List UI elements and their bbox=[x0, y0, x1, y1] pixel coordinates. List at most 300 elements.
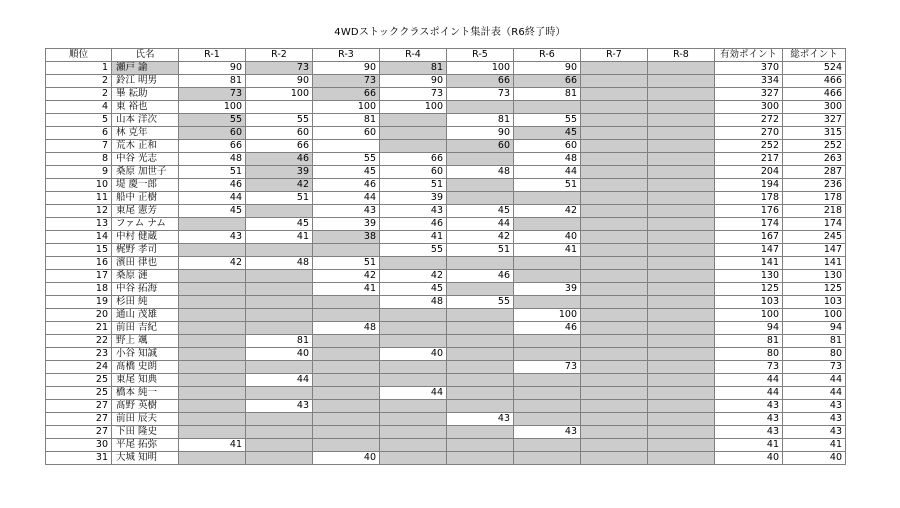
cell-r7 bbox=[581, 88, 648, 101]
cell-name: 前田 吉紀 bbox=[112, 322, 179, 335]
cell-valid-points: 204 bbox=[715, 166, 783, 179]
cell-valid-points: 147 bbox=[715, 244, 783, 257]
cell-r2: 55 bbox=[246, 114, 313, 127]
cell-r8 bbox=[648, 75, 715, 88]
cell-r1 bbox=[179, 400, 246, 413]
cell-r4 bbox=[380, 127, 447, 140]
cell-total-points: 174 bbox=[783, 218, 846, 231]
cell-valid-points: 94 bbox=[715, 322, 783, 335]
cell-total-points: 263 bbox=[783, 153, 846, 166]
cell-r8 bbox=[648, 426, 715, 439]
cell-r2 bbox=[246, 426, 313, 439]
table-row bbox=[46, 127, 846, 140]
cell-r3: 43 bbox=[313, 205, 380, 218]
cell-r2: 46 bbox=[246, 153, 313, 166]
cell-r8 bbox=[648, 192, 715, 205]
cell-r8 bbox=[648, 166, 715, 179]
cell-r8 bbox=[648, 309, 715, 322]
cell-total-points: 466 bbox=[783, 88, 846, 101]
sheet-title: 4WDストッククラスポイント集計表（R6終了時） bbox=[334, 27, 566, 38]
cell-r7 bbox=[581, 205, 648, 218]
cell-r4 bbox=[380, 426, 447, 439]
cell-r2 bbox=[246, 244, 313, 257]
cell-total-points: 245 bbox=[783, 231, 846, 244]
cell-r3: 45 bbox=[313, 166, 380, 179]
cell-r7 bbox=[581, 296, 648, 309]
cell-r4: 60 bbox=[380, 166, 447, 179]
cell-r2: 43 bbox=[246, 400, 313, 413]
cell-valid-points: 327 bbox=[715, 88, 783, 101]
cell-r1 bbox=[179, 283, 246, 296]
cell-valid-points: 40 bbox=[715, 452, 783, 465]
cell-r2 bbox=[246, 439, 313, 452]
cell-r4: 40 bbox=[380, 348, 447, 361]
cell-rank: 13 bbox=[46, 218, 112, 231]
cell-r1: 60 bbox=[179, 127, 246, 140]
cell-r8 bbox=[648, 361, 715, 374]
cell-r4 bbox=[380, 335, 447, 348]
table-row bbox=[46, 140, 846, 153]
cell-r8 bbox=[648, 62, 715, 75]
table-row bbox=[46, 244, 846, 257]
cell-rank: 14 bbox=[46, 231, 112, 244]
cell-r6: 43 bbox=[514, 426, 581, 439]
cell-r1: 44 bbox=[179, 192, 246, 205]
table-row bbox=[46, 335, 846, 348]
cell-r2: 90 bbox=[246, 75, 313, 88]
cell-r1 bbox=[179, 426, 246, 439]
cell-r7 bbox=[581, 361, 648, 374]
header-r6: R-6 bbox=[514, 49, 581, 62]
cell-total-points: 218 bbox=[783, 205, 846, 218]
cell-r8 bbox=[648, 218, 715, 231]
cell-rank: 31 bbox=[46, 452, 112, 465]
cell-r8 bbox=[648, 270, 715, 283]
cell-r8 bbox=[648, 348, 715, 361]
cell-rank: 24 bbox=[46, 361, 112, 374]
table-row bbox=[46, 257, 846, 270]
cell-rank: 25 bbox=[46, 374, 112, 387]
cell-r8 bbox=[648, 153, 715, 166]
header-r5: R-5 bbox=[447, 49, 514, 62]
cell-r8 bbox=[648, 322, 715, 335]
cell-r1: 41 bbox=[179, 439, 246, 452]
cell-r5 bbox=[447, 335, 514, 348]
header-valid-points: 有効ポイント bbox=[715, 49, 783, 62]
cell-r3 bbox=[313, 439, 380, 452]
cell-r1: 51 bbox=[179, 166, 246, 179]
cell-r4: 44 bbox=[380, 387, 447, 400]
cell-r3: 39 bbox=[313, 218, 380, 231]
cell-rank: 2 bbox=[46, 75, 112, 88]
cell-r5: 55 bbox=[447, 296, 514, 309]
cell-valid-points: 43 bbox=[715, 400, 783, 413]
cell-r5: 42 bbox=[447, 231, 514, 244]
cell-r7 bbox=[581, 244, 648, 257]
cell-name: 瀬戸 諭 bbox=[112, 62, 179, 75]
cell-r2: 42 bbox=[246, 179, 313, 192]
cell-r1: 45 bbox=[179, 205, 246, 218]
cell-r8 bbox=[648, 179, 715, 192]
cell-total-points: 44 bbox=[783, 387, 846, 400]
cell-r4: 81 bbox=[380, 62, 447, 75]
cell-name: 林 克年 bbox=[112, 127, 179, 140]
cell-r3: 46 bbox=[313, 179, 380, 192]
cell-valid-points: 176 bbox=[715, 205, 783, 218]
table-row bbox=[46, 218, 846, 231]
cell-r3: 41 bbox=[313, 283, 380, 296]
cell-rank: 5 bbox=[46, 114, 112, 127]
cell-r5 bbox=[447, 179, 514, 192]
cell-r3: 60 bbox=[313, 127, 380, 140]
cell-r6 bbox=[514, 192, 581, 205]
cell-r1: 46 bbox=[179, 179, 246, 192]
cell-r1: 73 bbox=[179, 88, 246, 101]
cell-r6 bbox=[514, 452, 581, 465]
cell-r2: 73 bbox=[246, 62, 313, 75]
cell-r6: 100 bbox=[514, 309, 581, 322]
cell-name: 通山 茂雄 bbox=[112, 309, 179, 322]
cell-total-points: 40 bbox=[783, 452, 846, 465]
header-name: 氏名 bbox=[112, 49, 179, 62]
cell-rank: 25 bbox=[46, 387, 112, 400]
cell-r2: 60 bbox=[246, 127, 313, 140]
cell-valid-points: 81 bbox=[715, 335, 783, 348]
cell-rank: 12 bbox=[46, 205, 112, 218]
table-row bbox=[46, 387, 846, 400]
cell-r6 bbox=[514, 413, 581, 426]
cell-total-points: 466 bbox=[783, 75, 846, 88]
header-r4: R-4 bbox=[380, 49, 447, 62]
cell-r8 bbox=[648, 231, 715, 244]
cell-r2: 44 bbox=[246, 374, 313, 387]
table-row bbox=[46, 179, 846, 192]
cell-r7 bbox=[581, 387, 648, 400]
table-row bbox=[46, 439, 846, 452]
cell-r6: 60 bbox=[514, 140, 581, 153]
cell-r2: 40 bbox=[246, 348, 313, 361]
cell-r4: 73 bbox=[380, 88, 447, 101]
cell-r4 bbox=[380, 413, 447, 426]
cell-r8 bbox=[648, 400, 715, 413]
cell-r1 bbox=[179, 452, 246, 465]
table-row bbox=[46, 166, 846, 179]
cell-r1: 55 bbox=[179, 114, 246, 127]
cell-r8 bbox=[648, 335, 715, 348]
cell-r5 bbox=[447, 426, 514, 439]
cell-r1 bbox=[179, 374, 246, 387]
cell-r2 bbox=[246, 322, 313, 335]
table-row bbox=[46, 348, 846, 361]
cell-rank: 27 bbox=[46, 426, 112, 439]
cell-r1 bbox=[179, 218, 246, 231]
cell-name: 桑原 加世子 bbox=[112, 166, 179, 179]
cell-valid-points: 44 bbox=[715, 374, 783, 387]
cell-r1: 43 bbox=[179, 231, 246, 244]
cell-rank: 16 bbox=[46, 257, 112, 270]
cell-valid-points: 174 bbox=[715, 218, 783, 231]
cell-r2 bbox=[246, 296, 313, 309]
cell-r3 bbox=[313, 244, 380, 257]
cell-r2: 41 bbox=[246, 231, 313, 244]
cell-valid-points: 217 bbox=[715, 153, 783, 166]
cell-r6: 51 bbox=[514, 179, 581, 192]
table-row bbox=[46, 205, 846, 218]
cell-r7 bbox=[581, 192, 648, 205]
cell-r4: 48 bbox=[380, 296, 447, 309]
cell-r2: 66 bbox=[246, 140, 313, 153]
cell-name: 髙橋 史朗 bbox=[112, 361, 179, 374]
cell-name: 船中 正樹 bbox=[112, 192, 179, 205]
cell-r6: 73 bbox=[514, 361, 581, 374]
cell-r4 bbox=[380, 114, 447, 127]
cell-valid-points: 80 bbox=[715, 348, 783, 361]
cell-r4 bbox=[380, 400, 447, 413]
cell-r5 bbox=[447, 452, 514, 465]
cell-total-points: 81 bbox=[783, 335, 846, 348]
cell-valid-points: 167 bbox=[715, 231, 783, 244]
cell-r5 bbox=[447, 283, 514, 296]
cell-valid-points: 125 bbox=[715, 283, 783, 296]
table-row bbox=[46, 283, 846, 296]
cell-total-points: 80 bbox=[783, 348, 846, 361]
cell-r6: 39 bbox=[514, 283, 581, 296]
points-table bbox=[45, 48, 846, 465]
cell-total-points: 44 bbox=[783, 374, 846, 387]
cell-r1: 81 bbox=[179, 75, 246, 88]
cell-rank: 27 bbox=[46, 413, 112, 426]
cell-r7 bbox=[581, 140, 648, 153]
cell-r5: 45 bbox=[447, 205, 514, 218]
cell-r2: 51 bbox=[246, 192, 313, 205]
cell-total-points: 147 bbox=[783, 244, 846, 257]
cell-rank: 7 bbox=[46, 140, 112, 153]
cell-total-points: 287 bbox=[783, 166, 846, 179]
cell-r8 bbox=[648, 387, 715, 400]
cell-name: 下田 隆史 bbox=[112, 426, 179, 439]
cell-r4: 90 bbox=[380, 75, 447, 88]
cell-r3: 81 bbox=[313, 114, 380, 127]
cell-rank: 11 bbox=[46, 192, 112, 205]
cell-r6: 42 bbox=[514, 205, 581, 218]
cell-r1 bbox=[179, 387, 246, 400]
cell-r1: 90 bbox=[179, 62, 246, 75]
table-row bbox=[46, 153, 846, 166]
table-row bbox=[46, 270, 846, 283]
cell-r8 bbox=[648, 452, 715, 465]
cell-r5: 48 bbox=[447, 166, 514, 179]
cell-r8 bbox=[648, 439, 715, 452]
cell-r4: 42 bbox=[380, 270, 447, 283]
cell-r3: 44 bbox=[313, 192, 380, 205]
cell-r8 bbox=[648, 127, 715, 140]
cell-valid-points: 103 bbox=[715, 296, 783, 309]
cell-name: 杉田 純 bbox=[112, 296, 179, 309]
cell-r6 bbox=[514, 218, 581, 231]
cell-r4: 66 bbox=[380, 153, 447, 166]
cell-r1 bbox=[179, 361, 246, 374]
cell-r3 bbox=[313, 348, 380, 361]
cell-r7 bbox=[581, 166, 648, 179]
header-r1: R-1 bbox=[179, 49, 246, 62]
cell-rank: 4 bbox=[46, 101, 112, 114]
cell-name: 東尾 憲芳 bbox=[112, 205, 179, 218]
cell-r4: 43 bbox=[380, 205, 447, 218]
cell-r5 bbox=[447, 192, 514, 205]
cell-r4 bbox=[380, 439, 447, 452]
cell-r3: 51 bbox=[313, 257, 380, 270]
cell-name: 濱田 律也 bbox=[112, 257, 179, 270]
header-r8: R-8 bbox=[648, 49, 715, 62]
cell-total-points: 43 bbox=[783, 400, 846, 413]
cell-rank: 1 bbox=[46, 62, 112, 75]
cell-name: 小谷 知誠 bbox=[112, 348, 179, 361]
cell-r6: 41 bbox=[514, 244, 581, 257]
cell-r6 bbox=[514, 296, 581, 309]
cell-r7 bbox=[581, 153, 648, 166]
header-rank: 順位 bbox=[46, 49, 112, 62]
cell-r8 bbox=[648, 244, 715, 257]
cell-total-points: 315 bbox=[783, 127, 846, 140]
cell-r1 bbox=[179, 270, 246, 283]
cell-rank: 9 bbox=[46, 166, 112, 179]
table-row bbox=[46, 361, 846, 374]
cell-rank: 18 bbox=[46, 283, 112, 296]
cell-r7 bbox=[581, 75, 648, 88]
cell-r1 bbox=[179, 309, 246, 322]
cell-total-points: 73 bbox=[783, 361, 846, 374]
cell-total-points: 43 bbox=[783, 413, 846, 426]
table-row bbox=[46, 62, 846, 75]
cell-name: 前田 辰夫 bbox=[112, 413, 179, 426]
table-body bbox=[46, 62, 846, 465]
cell-total-points: 103 bbox=[783, 296, 846, 309]
cell-r5 bbox=[447, 257, 514, 270]
cell-r5: 81 bbox=[447, 114, 514, 127]
cell-r6 bbox=[514, 374, 581, 387]
cell-r7 bbox=[581, 400, 648, 413]
cell-r3: 73 bbox=[313, 75, 380, 88]
cell-r8 bbox=[648, 205, 715, 218]
cell-valid-points: 43 bbox=[715, 426, 783, 439]
cell-r6 bbox=[514, 335, 581, 348]
cell-total-points: 300 bbox=[783, 101, 846, 114]
cell-r6 bbox=[514, 400, 581, 413]
cell-r1: 100 bbox=[179, 101, 246, 114]
table-row bbox=[46, 296, 846, 309]
cell-r5: 43 bbox=[447, 413, 514, 426]
cell-r7 bbox=[581, 348, 648, 361]
cell-r1 bbox=[179, 413, 246, 426]
cell-name: 中谷 拓海 bbox=[112, 283, 179, 296]
cell-r6: 40 bbox=[514, 231, 581, 244]
cell-valid-points: 141 bbox=[715, 257, 783, 270]
cell-valid-points: 178 bbox=[715, 192, 783, 205]
cell-name: 東 裕也 bbox=[112, 101, 179, 114]
cell-name: 堤 慶一郎 bbox=[112, 179, 179, 192]
cell-r2: 48 bbox=[246, 257, 313, 270]
cell-rank: 27 bbox=[46, 400, 112, 413]
cell-total-points: 524 bbox=[783, 62, 846, 75]
table-row bbox=[46, 101, 846, 114]
cell-name: 平尾 拓弥 bbox=[112, 439, 179, 452]
cell-valid-points: 270 bbox=[715, 127, 783, 140]
cell-r7 bbox=[581, 62, 648, 75]
cell-name: 荒木 正和 bbox=[112, 140, 179, 153]
cell-total-points: 125 bbox=[783, 283, 846, 296]
cell-name: 野上 颯 bbox=[112, 335, 179, 348]
table-row bbox=[46, 452, 846, 465]
cell-r2 bbox=[246, 387, 313, 400]
cell-r4: 51 bbox=[380, 179, 447, 192]
cell-r7 bbox=[581, 218, 648, 231]
cell-r4: 100 bbox=[380, 101, 447, 114]
cell-r4 bbox=[380, 257, 447, 270]
cell-r3 bbox=[313, 387, 380, 400]
cell-r2 bbox=[246, 413, 313, 426]
cell-r4 bbox=[380, 322, 447, 335]
cell-total-points: 141 bbox=[783, 257, 846, 270]
table-row bbox=[46, 88, 846, 101]
cell-total-points: 41 bbox=[783, 439, 846, 452]
cell-rank: 6 bbox=[46, 127, 112, 140]
cell-r8 bbox=[648, 101, 715, 114]
cell-r7 bbox=[581, 231, 648, 244]
cell-r3: 38 bbox=[313, 231, 380, 244]
cell-r6: 46 bbox=[514, 322, 581, 335]
cell-r5 bbox=[447, 322, 514, 335]
cell-r2 bbox=[246, 283, 313, 296]
cell-r8 bbox=[648, 140, 715, 153]
cell-name: 東尾 知典 bbox=[112, 374, 179, 387]
cell-r1 bbox=[179, 348, 246, 361]
cell-valid-points: 43 bbox=[715, 413, 783, 426]
cell-r6 bbox=[514, 439, 581, 452]
cell-name: 橋本 純一 bbox=[112, 387, 179, 400]
cell-r3 bbox=[313, 426, 380, 439]
cell-r2 bbox=[246, 361, 313, 374]
cell-valid-points: 44 bbox=[715, 387, 783, 400]
cell-rank: 21 bbox=[46, 322, 112, 335]
cell-r3: 100 bbox=[313, 101, 380, 114]
cell-r3 bbox=[313, 140, 380, 153]
cell-r8 bbox=[648, 88, 715, 101]
cell-r5 bbox=[447, 439, 514, 452]
cell-r3: 42 bbox=[313, 270, 380, 283]
cell-r1 bbox=[179, 335, 246, 348]
cell-rank: 15 bbox=[46, 244, 112, 257]
cell-r5 bbox=[447, 309, 514, 322]
cell-name: 髙野 英樹 bbox=[112, 400, 179, 413]
cell-r3: 90 bbox=[313, 62, 380, 75]
cell-rank: 17 bbox=[46, 270, 112, 283]
cell-r2 bbox=[246, 205, 313, 218]
cell-r7 bbox=[581, 335, 648, 348]
header-r7: R-7 bbox=[581, 49, 648, 62]
cell-r5 bbox=[447, 153, 514, 166]
table-row bbox=[46, 400, 846, 413]
header-row bbox=[46, 49, 846, 62]
cell-r3 bbox=[313, 296, 380, 309]
cell-r7 bbox=[581, 426, 648, 439]
cell-r4: 55 bbox=[380, 244, 447, 257]
cell-r4: 45 bbox=[380, 283, 447, 296]
cell-rank: 8 bbox=[46, 153, 112, 166]
cell-name: 中谷 光志 bbox=[112, 153, 179, 166]
table-row bbox=[46, 322, 846, 335]
cell-valid-points: 272 bbox=[715, 114, 783, 127]
table-row bbox=[46, 309, 846, 322]
